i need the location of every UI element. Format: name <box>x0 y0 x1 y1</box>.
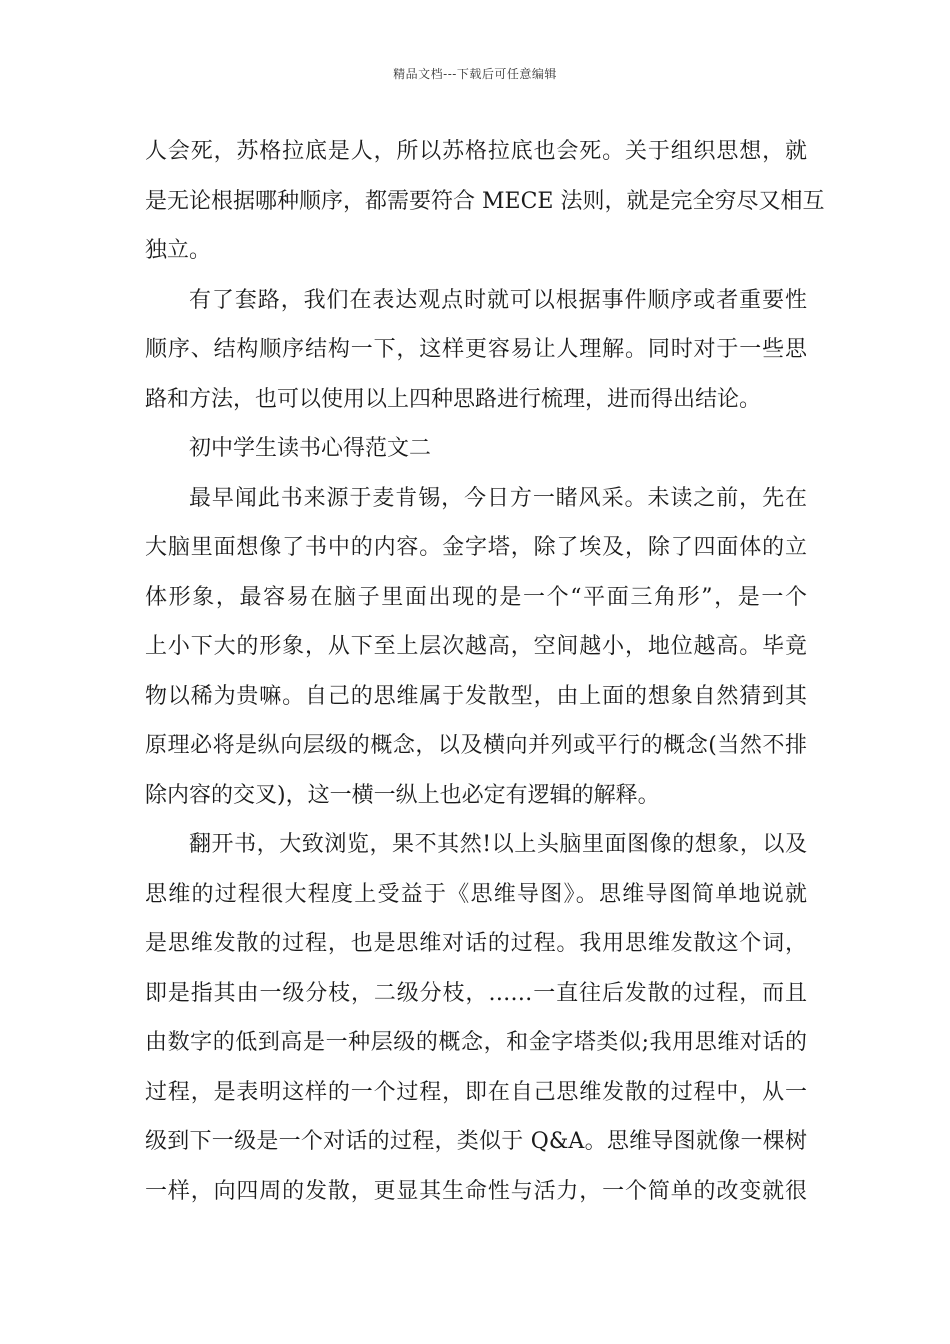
text-line: 大脑里面想像了书中的内容。金字塔，除了埃及，除了四面体的立 <box>145 535 807 560</box>
text-line: 上小下大的形象，从下至上层次越高，空间越小，地位越高。毕竟 <box>145 634 807 659</box>
text-line: 体形象，最容易在脑子里面出现的是一个“平面三角形”，是一个 <box>145 584 807 610</box>
text-line: 一样，向四周的发散，更显其生命性与活力，一个简单的改变就很 <box>145 1178 807 1204</box>
text-line: 由数字的低到高是一种层级的概念，和金字塔类似;我用思维对话的 <box>145 1030 807 1055</box>
document-body <box>145 132 825 1221</box>
text-line: 路和方法，也可以使用以上四种思路进行梳理，进而得出结论。 <box>145 386 762 412</box>
text-line: 是思维发散的过程，也是思维对话的过程。我用思维发散这个词， <box>145 931 807 956</box>
text-line: 人会死，苏格拉底是人，所以苏格拉底也会死。关于组织思想，就 <box>145 139 807 164</box>
text-line: 除内容的交叉)，这一横一纵上也必定有逻辑的解释。 <box>145 782 660 808</box>
section-heading: 初中学生读书心得范文二 <box>189 436 432 461</box>
text-line: 独立。 <box>145 238 212 263</box>
text-line: 最早闻此书来源于麦肯锡，今日方一睹风采。未读之前，先在 <box>189 485 807 511</box>
text-line: 过程，是表明这样的一个过程，即在自己思维发散的过程中，从一 <box>145 1079 807 1105</box>
text-line: 原理必将是纵向层级的概念，以及横向并列或平行的概念(当然不排 <box>145 733 807 758</box>
text-line: 是无论根据哪种顺序，都需要符合 MECE 法则，就是完全穷尽又相互 <box>145 188 825 214</box>
page-header: 精品文档---下载后可任意编辑 <box>393 67 557 81</box>
text-line: 有了套路，我们在表达观点时就可以根据事件顺序或者重要性 <box>189 287 807 313</box>
text-line: 物以稀为贵嘛。自己的思维属于发散型，由上面的想象自然猜到其 <box>145 683 807 709</box>
text-line: 级到下一级是一个对话的过程，类似于 Q&A。思维导图就像一棵树 <box>145 1129 807 1154</box>
text-line: 思维的过程很大程度上受益于《思维导图》。思维导图简单地说就 <box>145 881 807 907</box>
text-line: 即是指其由一级分枝，二级分枝，……一直往后发散的过程，而且 <box>145 980 807 1006</box>
text-line: 翻开书，大致浏览，果不其然!以上头脑里面图像的想象，以及 <box>189 832 807 857</box>
text-line: 顺序、结构顺序结构一下，这样更容易让人理解。同时对于一些思 <box>145 337 807 362</box>
